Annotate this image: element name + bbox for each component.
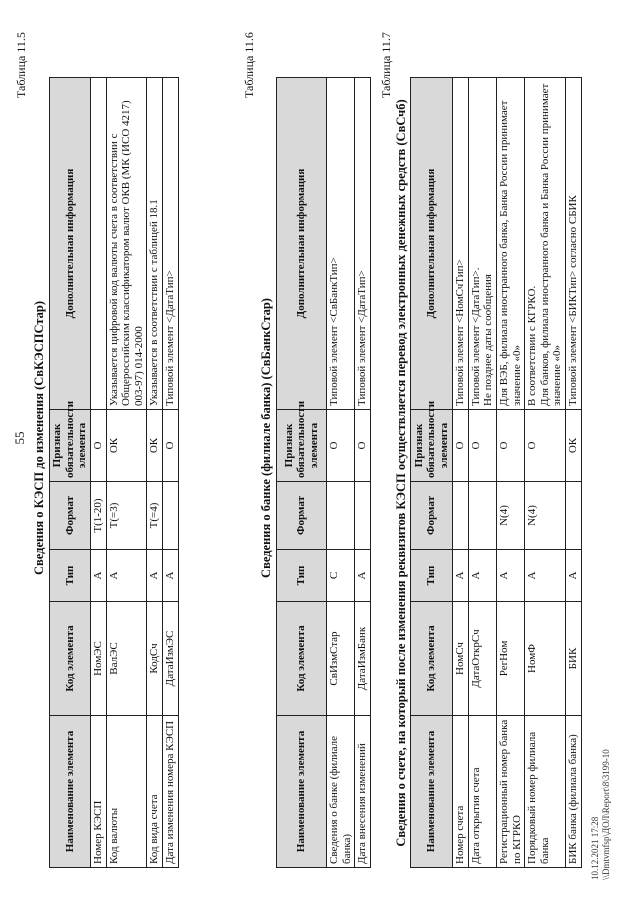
- cell-info: Для ВЭБ, филиала иностранного банка, Банка России принимает значение «0»: [496, 78, 524, 410]
- table-11-5: [49, 77, 179, 868]
- table-row: [566, 78, 582, 868]
- table-row: [327, 78, 355, 868]
- header-cell: Тип: [277, 550, 327, 602]
- cell-required: ОК: [106, 410, 147, 482]
- print-footer: [590, 749, 612, 880]
- table-row: [147, 78, 163, 868]
- cell-required: О: [453, 410, 469, 482]
- table-row: [106, 78, 147, 868]
- cell-name: Код валюты: [106, 716, 147, 868]
- cell-info: [90, 78, 106, 410]
- cell-required: ОК: [566, 410, 582, 482]
- header-cell: Код элемента: [277, 602, 327, 716]
- cell-code: БИК: [566, 602, 582, 716]
- cell-info: Типовой элемент <ДатаТип>. Не позднее даты сообщения: [468, 78, 496, 410]
- cell-format: [327, 482, 355, 550]
- cell-format: Т(1-20): [90, 482, 106, 550]
- table-row: [468, 78, 496, 868]
- table-title: Сведения о КЭСП до изменения (СвКЭСПСтар): [32, 300, 46, 576]
- cell-required: О: [355, 410, 371, 482]
- cell-name: Дата внесения изменений: [355, 716, 371, 868]
- header-cell: Тип: [411, 550, 453, 602]
- header-cell: Код элемента: [50, 602, 91, 716]
- cell-required: О: [468, 410, 496, 482]
- cell-required: О: [327, 410, 355, 482]
- cell-code: СвИзмСтар: [327, 602, 355, 716]
- cell-code: КодСч: [147, 602, 163, 716]
- page-number: 55: [12, 431, 27, 445]
- cell-code: ВалЭС: [106, 602, 147, 716]
- cell-code: РегНом: [496, 602, 524, 716]
- cell-code: ДатаИзмЭС: [163, 602, 179, 716]
- cell-info: Указывается в соответствии с таблицей 18.1: [147, 78, 163, 410]
- cell-format: Т(=4): [147, 482, 163, 550]
- cell-format: [355, 482, 371, 550]
- cell-format: [453, 482, 469, 550]
- header-cell: Формат: [50, 482, 91, 550]
- header-cell: Наименование элемента: [411, 716, 453, 868]
- cell-required: О: [496, 410, 524, 482]
- cell-format: Т(=3): [106, 482, 147, 550]
- cell-name: Порядковый номер филиала банка: [525, 716, 566, 868]
- cell-type: А: [496, 550, 524, 602]
- header-cell: Формат: [411, 482, 453, 550]
- table-row: [525, 78, 566, 868]
- cell-info: Типовой элемент <БИКТип> согласно СБИК: [566, 78, 582, 410]
- header-cell: Тип: [50, 550, 91, 602]
- cell-info: Типовой элемент <СвБанкТип>: [327, 78, 355, 410]
- print-timestamp: 10.12.2021 17:28: [590, 816, 600, 880]
- header-cell: Дополнительная информация: [411, 78, 453, 410]
- table-11-6: [276, 77, 371, 868]
- table-row: [453, 78, 469, 868]
- header-cell: Наименование элемента: [277, 716, 327, 868]
- cell-name: Номер счета: [453, 716, 469, 868]
- cell-name: Сведения о банке (филиале банка): [327, 716, 355, 868]
- cell-type: А: [163, 550, 179, 602]
- header-cell: Признак обязательности элемента: [411, 410, 453, 482]
- cell-name: Дата изменения номера КЭСП: [163, 716, 179, 868]
- cell-info: Типовой элемент <ДатаТип>: [355, 78, 371, 410]
- cell-type: А: [106, 550, 147, 602]
- cell-type: А: [525, 550, 566, 602]
- header-cell: Формат: [277, 482, 327, 550]
- cell-required: ОК: [147, 410, 163, 482]
- table-row: [496, 78, 524, 868]
- cell-type: А: [90, 550, 106, 602]
- cell-type: А: [147, 550, 163, 602]
- cell-code: ДатаИзмБанк: [355, 602, 371, 716]
- file-path: \\Dmtvmfsp\ДОЛ\Report\8\3199-10: [600, 749, 611, 880]
- header-cell: Признак обязательности элемента: [50, 410, 91, 482]
- cell-name: Дата открытия счета: [468, 716, 496, 868]
- cell-type: А: [355, 550, 371, 602]
- cell-code: НомФ: [525, 602, 566, 716]
- table-number: Таблица 11.7: [379, 32, 393, 98]
- cell-format: [163, 482, 179, 550]
- cell-name: Номер КЭСП: [90, 716, 106, 868]
- cell-type: А: [566, 550, 582, 602]
- header-cell: Признак обязательности элемента: [277, 410, 327, 482]
- cell-required: О: [525, 410, 566, 482]
- cell-info: Типовой элемент <ДатаТип>: [163, 78, 179, 410]
- cell-required: О: [90, 410, 106, 482]
- header-cell: Код элемента: [411, 602, 453, 716]
- table-row: [355, 78, 371, 868]
- cell-format: [566, 482, 582, 550]
- header-cell: Дополнительная информация: [277, 78, 327, 410]
- cell-info: Типовой элемент <НомСчТип>: [453, 78, 469, 410]
- cell-name: Регистрационный номер банка по КГРКО: [496, 716, 524, 868]
- cell-format: N(4): [525, 482, 566, 550]
- table-row: [163, 78, 179, 868]
- cell-name: Код вида счета: [147, 716, 163, 868]
- table-number: Таблица 11.6: [242, 32, 256, 98]
- cell-type: А: [453, 550, 469, 602]
- cell-format: [468, 482, 496, 550]
- header-cell: Наименование элемента: [50, 716, 91, 868]
- table-number: Таблица 11.5: [14, 32, 28, 98]
- cell-format: N(4): [496, 482, 524, 550]
- cell-info: В соответствии с КГРКО. Для банков, филиала иностранного банка и Банка России принимает значение «0»: [525, 78, 566, 410]
- cell-required: О: [163, 410, 179, 482]
- table-row: [90, 78, 106, 868]
- cell-name: БИК банка (филиала банка): [566, 716, 582, 868]
- cell-type: С: [327, 550, 355, 602]
- table-11-7: [410, 77, 582, 868]
- cell-code: ДатаОткрСч: [468, 602, 496, 716]
- cell-type: А: [468, 550, 496, 602]
- table-title: Сведения о счете, на который после изменения реквизитов КЭСП осуществляется перевод электронных денежных средств (СвСчб): [394, 99, 408, 847]
- cell-code: НомСч: [453, 602, 469, 716]
- table-title: Сведения о банке (филиале банка) (СвБанкСтар): [259, 298, 273, 578]
- cell-code: НомЭС: [90, 602, 106, 716]
- header-cell: Дополнительная информация: [50, 78, 91, 410]
- cell-info: Указывается цифровой код валюты счета в соответствии с Общероссийским классификатором валют ОКВ (МК (ИСО 4217) 003-97) 014-2000: [106, 78, 147, 410]
